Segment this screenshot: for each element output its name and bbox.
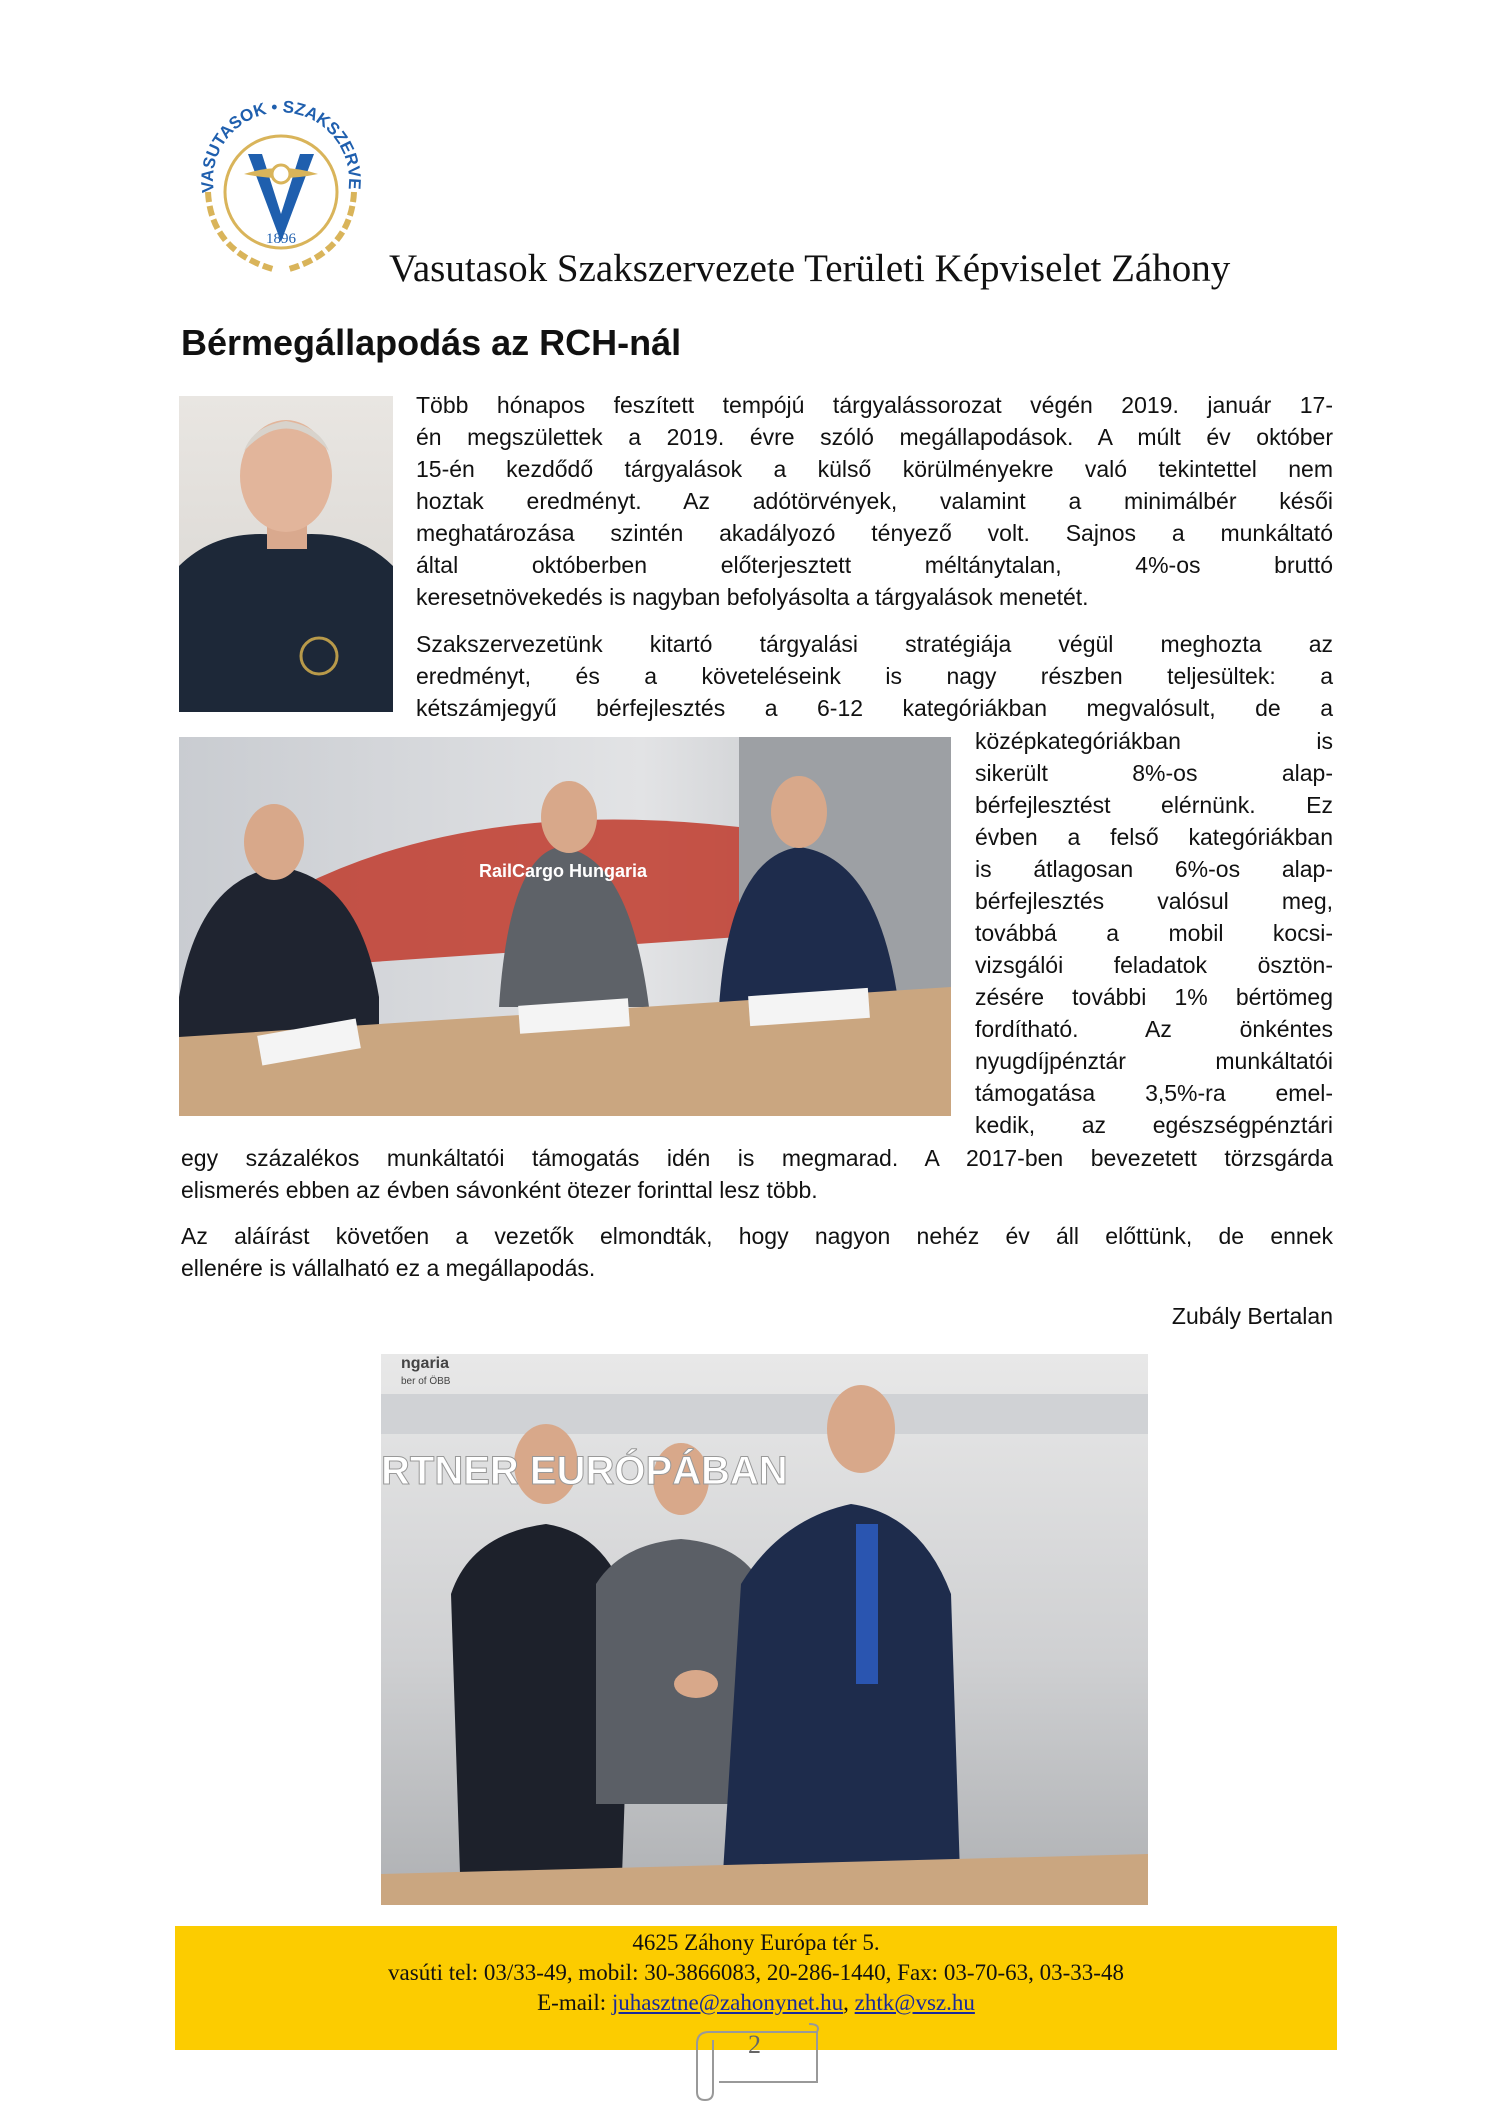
text-line: is átlagosan 6%-os alap- — [975, 856, 1333, 882]
text-line: vizsgálói feladatok ösztön- — [975, 952, 1333, 978]
train-livery-text: RailCargo Hungaria — [479, 861, 648, 881]
email-link-juhasztne[interactable]: juhasztne@zahonynet.hu — [611, 1990, 844, 2015]
logo-year: 1896 — [266, 231, 296, 247]
text-line: évben a felső kategóriákban — [975, 824, 1333, 850]
footer-address: 4625 Záhony Európa tér 5. — [632, 1930, 880, 1955]
text-line: nyugdíjpénztár munkáltatói — [975, 1048, 1333, 1074]
banner-text: RTNER EURÓPÁBAN — [381, 1449, 788, 1493]
text-line: hoztak eredményt. Az adótörvények, valamint a minimálbér késői — [416, 488, 1333, 514]
paragraph-2-bottom — [181, 1142, 1333, 1206]
brand-subtext: ber of ÖBB — [401, 1376, 451, 1387]
text-line: bérfejlesztés valósul meg, — [975, 888, 1333, 914]
text-line: meghatározása szintén akadályozó tényező volt. Sajnos a munkáltató — [416, 520, 1333, 546]
author-signature: Zubály Bertalan — [1171, 1303, 1333, 1329]
text-line: eredményt, és a követeléseink is nagy részben teljesültek: a — [416, 663, 1333, 689]
text-line: Szakszervezetünk kitartó tárgyalási stratégiája végül meghozta az — [416, 631, 1333, 657]
footer-phones: vasúti tel: 03/33-49, mobil: 30-3866083, 20-286-1440, Fax: 03-70-63, 03-33-48 — [388, 1960, 1124, 1985]
author-portrait-photo — [179, 396, 393, 712]
text-line: Az aláírást követően a vezetők elmondták, hogy nagyon nehéz év áll előttünk, de ennek — [181, 1223, 1333, 1249]
organization-title: Vasutasok Szakszervezete Területi Képviselet Záhony — [389, 247, 1231, 290]
text-line: fordítható. Az önkéntes — [975, 1016, 1333, 1042]
text-line: továbbá a mobil kocsi- — [975, 920, 1333, 946]
signing-ceremony-photo — [179, 737, 951, 1116]
text-line: egy százalékos munkáltatói támogatás idén is megmarad. A 2017-ben bevezetett törzsgárda — [181, 1145, 1333, 1171]
text-line: bérfejlesztést elérnünk. Ez — [975, 792, 1333, 818]
email-label: E-mail: — [537, 1990, 612, 2015]
text-line: támogatása 3,5%-ra emel- — [975, 1080, 1333, 1106]
text-line: ellenére is vállalható ez a megállapodás. — [181, 1255, 596, 1281]
paragraph-2-top — [416, 628, 1333, 724]
text-line: keresetnövekedés is nagyban befolyásolta a tárgyalások menetét. — [416, 584, 1089, 610]
page-number: 2 — [748, 2030, 761, 2059]
handshake-photo — [381, 1354, 1148, 1905]
logo-text: VASUTASOK • SZAKSZERVE — [197, 97, 365, 194]
text-line: én megszülettek a 2019. évre szóló megállapodások. A múlt év október — [416, 424, 1333, 450]
email-separator: , — [843, 1990, 855, 2015]
text-line: kedik, az egészségpénztári — [975, 1112, 1333, 1138]
text-line: Több hónapos feszített tempójú tárgyalássorozat végén 2019. január 17- — [416, 392, 1333, 418]
text-line: zésére további 1% bértömeg — [975, 984, 1333, 1010]
text-line: sikerült 8%-os alap- — [975, 760, 1333, 786]
email-link-zhtk[interactable]: zhtk@vsz.hu — [854, 1990, 975, 2015]
paragraph-1 — [416, 389, 1333, 613]
text-line: középkategóriákban is — [975, 728, 1333, 754]
footer-email-line — [175, 1988, 1337, 2018]
text-line: által októberben előterjesztett méltánytalan, 4%-os bruttó — [416, 552, 1333, 578]
paragraph-3 — [181, 1220, 1333, 1284]
union-logo — [186, 92, 376, 276]
text-line: 15-én kezdődő tárgyalások a külső körülményekre való tekintettel nem — [416, 456, 1333, 482]
article-title: Bérmegállapodás az RCH-nál — [181, 322, 682, 363]
paragraph-2-wrapped — [975, 725, 1333, 1141]
text-line: kétszámjegyű bérfejlesztés a 6-12 kategóriákban megvalósult, de a — [416, 695, 1333, 721]
text-line: elismerés ebben az évben sávonként ötezer forinttal lesz több. — [181, 1177, 818, 1203]
brand-text: ngaria — [401, 1355, 450, 1372]
